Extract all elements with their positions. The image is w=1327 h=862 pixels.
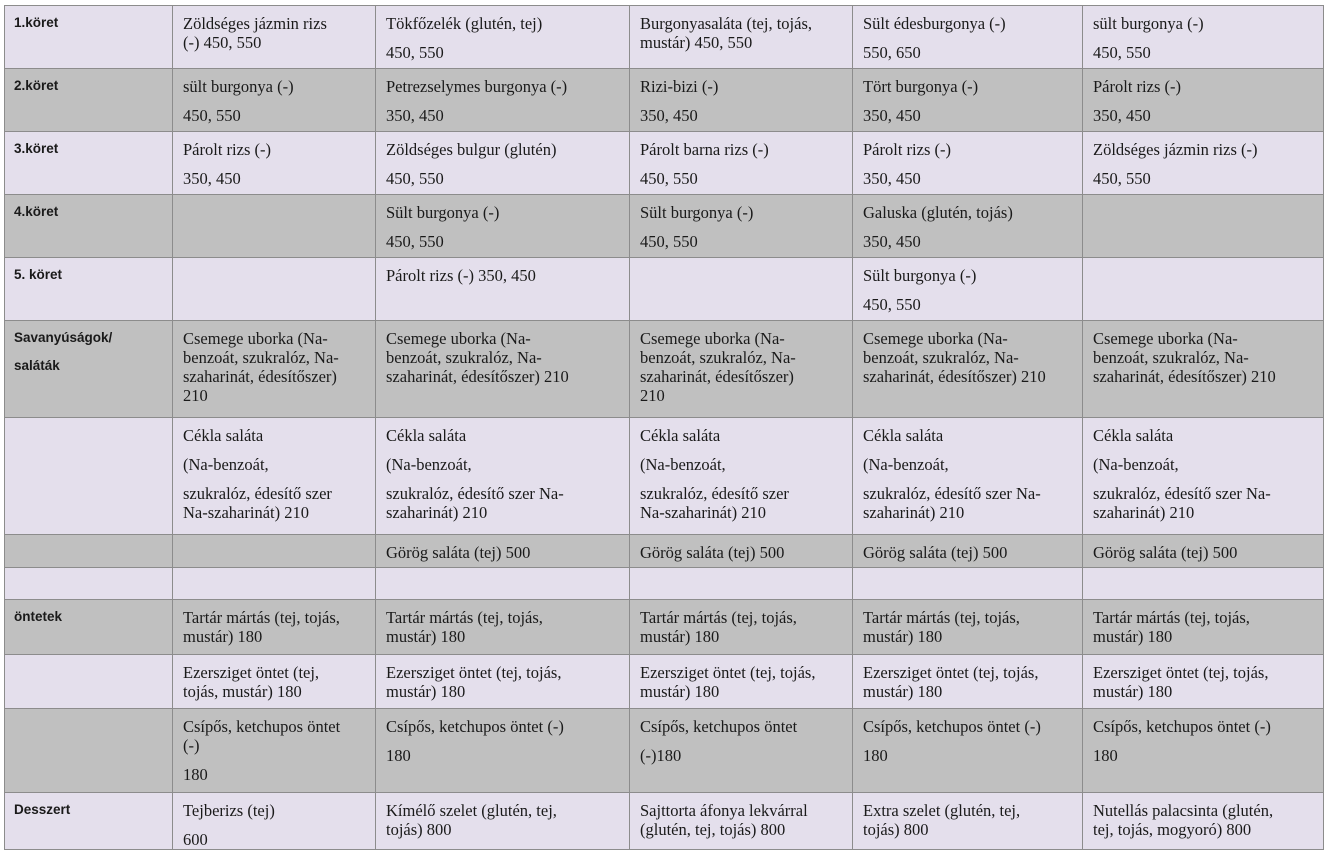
menu-cell-line: Tökfőzelék (glutén, tej) [386,14,543,33]
menu-row [5,258,1324,321]
menu-cell [173,132,376,195]
row-label-line: 1.köret [14,15,59,30]
menu-cell [173,793,376,850]
menu-cell [630,709,853,793]
menu-cell-line: Petrezselymes burgonya (-) [386,77,568,96]
menu-cell-line: 350, 450 [863,232,921,251]
menu-cell-line: sült burgonya (-) [183,77,294,96]
menu-row [5,709,1324,793]
menu-cell-line: Csípős, ketchupos öntet (-) [1093,717,1271,736]
menu-cell-line: benzoát, szukralóz, Na- [640,348,796,367]
menu-cell-line: Tejberizs (tej) [183,801,275,820]
menu-cell [630,132,853,195]
menu-cell [1083,535,1324,568]
menu-cell-line: szaharinát, édesítőszer) 210 [1093,367,1276,386]
menu-cell [376,793,630,850]
menu-cell-line: szaharinát) 210 [386,503,488,522]
menu-cell-line: mustár) 180 [640,682,720,701]
menu-cell [853,6,1083,69]
menu-cell-line: mustár) 180 [1093,627,1173,646]
menu-cell-line: (Na-benzoát, [386,455,472,474]
menu-cell-line: tojás) 800 [386,820,452,839]
menu-cell-line: Párolt rizs (-) 350, 450 [386,266,536,285]
menu-cell-line: tojás, mustár) 180 [183,682,302,701]
menu-cell [1083,69,1324,132]
menu-cell-line: Görög saláta (tej) 500 [640,543,785,562]
menu-cell [853,195,1083,258]
menu-cell-line: Rizi-bizi (-) [640,77,719,96]
menu-cell-line: Extra szelet (glutén, tej, [863,801,1021,820]
menu-cell [376,258,630,321]
menu-cell-line: Görög saláta (tej) 500 [386,543,531,562]
menu-cell [1083,6,1324,69]
menu-cell-line: benzoát, szukralóz, Na- [183,348,339,367]
menu-cell-line: Ezersziget öntet (tej, tojás, [863,663,1039,682]
menu-cell-line: Ezersziget öntet (tej, [183,663,320,682]
row-label [5,195,173,258]
menu-cell [853,321,1083,418]
menu-cell-line: Csemege uborka (Na- [1093,329,1238,348]
menu-cell-line: 450, 550 [1093,169,1151,188]
menu-cell [376,321,630,418]
menu-cell-line: Sült burgonya (-) [863,266,977,285]
menu-cell-line: 350, 450 [863,169,921,188]
menu-cell [630,69,853,132]
menu-cell [173,655,376,709]
menu-row [5,195,1324,258]
menu-cell [1083,709,1324,793]
menu-cell-line: Párolt barna rizs (-) [640,140,769,159]
menu-cell [853,793,1083,850]
menu-cell-line: (Na-benzoát, [183,455,269,474]
menu-cell [376,132,630,195]
menu-cell [1083,793,1324,850]
menu-cell [853,600,1083,655]
menu-cell [173,535,376,568]
menu-cell-line: Párolt rizs (-) [863,140,951,159]
menu-cell-line: Cékla saláta [1093,426,1174,445]
menu-cell-line: 450, 550 [863,295,921,314]
menu-cell [853,655,1083,709]
menu-table [4,5,1324,850]
menu-cell-line: Csemege uborka (Na- [640,329,785,348]
menu-cell-line: mustár) 180 [863,682,943,701]
menu-cell [376,195,630,258]
menu-cell-line: Görög saláta (tej) 500 [1093,543,1238,562]
menu-row [5,793,1324,850]
menu-cell-line: Ezersziget öntet (tej, tojás, [1093,663,1269,682]
menu-cell [1083,195,1324,258]
menu-cell [853,418,1083,535]
row-label-line: 4.köret [14,204,59,219]
menu-cell-line: szaharinát, édesítőszer) [640,367,794,386]
menu-cell-line: Csemege uborka (Na- [863,329,1008,348]
menu-cell-line: Sült burgonya (-) [386,203,500,222]
menu-cell-line: Tartár mártás (tej, tojás, [183,608,340,627]
menu-cell-line: Galuska (glutén, tojás) [863,203,1013,222]
menu-row [5,655,1324,709]
menu-cell-line: Tartár mártás (tej, tojás, [1093,608,1250,627]
menu-cell-line: 180 [183,765,208,784]
menu-cell-line: Görög saláta (tej) 500 [863,543,1008,562]
row-label [5,709,173,793]
menu-cell-line: Csípős, ketchupos öntet (-) [386,717,564,736]
menu-cell-line: szaharinát) 210 [1093,503,1195,522]
menu-cell-line: Csemege uborka (Na- [386,329,531,348]
menu-cell [1083,258,1324,321]
menu-cell [1083,321,1324,418]
row-label-line: Desszert [14,802,71,817]
row-label [5,600,173,655]
menu-table-body [5,6,1324,850]
menu-cell [173,195,376,258]
menu-cell [630,535,853,568]
menu-cell [630,195,853,258]
menu-cell-line: Ezersziget öntet (tej, tojás, [386,663,562,682]
menu-cell-line: 210 [183,386,208,405]
menu-cell-line: Sajttorta áfonya lekvárral [640,801,808,820]
menu-cell-line: 350, 450 [386,106,444,125]
row-label [5,321,173,418]
row-label-line: 5. köret [14,267,63,282]
menu-cell-line: mustár) 450, 550 [640,33,753,52]
menu-cell-line: 450, 550 [386,43,444,62]
menu-cell-line: 600 [183,830,208,849]
menu-cell-line: Kímélő szelet (glutén, tej, [386,801,557,820]
menu-cell-line: Nutellás palacsinta (glutén, [1093,801,1274,820]
row-label-line: Savanyúságok/ [14,330,113,345]
menu-cell [853,258,1083,321]
menu-cell [173,418,376,535]
menu-cell [376,69,630,132]
menu-cell-line: (Na-benzoát, [640,455,726,474]
menu-cell-line: mustár) 180 [1093,682,1173,701]
menu-row [5,132,1324,195]
menu-cell-line: szukralóz, édesítő szer [640,484,789,503]
menu-cell-line: mustár) 180 [386,682,466,701]
row-label [5,418,173,535]
menu-cell-line: 450, 550 [386,232,444,251]
row-label [5,69,173,132]
menu-cell-line: Cékla saláta [863,426,944,445]
menu-cell [630,793,853,850]
menu-cell [376,418,630,535]
menu-cell-line: szukralóz, édesítő szer Na- [386,484,564,503]
menu-cell-line: Tartár mártás (tej, tojás, [640,608,797,627]
menu-row [5,69,1324,132]
menu-cell-line: 350, 450 [183,169,241,188]
menu-cell-line: szukralóz, édesítő szer Na- [1093,484,1271,503]
menu-cell-line: szaharinát, édesítőszer) [183,367,337,386]
menu-cell-line: tojás) 800 [863,820,929,839]
menu-cell [173,709,376,793]
menu-cell [853,709,1083,793]
menu-row [5,6,1324,69]
menu-cell-line: Zöldséges jázmin rizs (-) [1093,140,1258,159]
menu-cell-line: 350, 450 [863,106,921,125]
menu-cell [630,258,853,321]
menu-row [5,418,1324,535]
menu-cell [853,535,1083,568]
menu-cell [1083,600,1324,655]
menu-cell [376,600,630,655]
menu-cell [376,709,630,793]
menu-cell-line: Cékla saláta [183,426,264,445]
menu-cell [173,321,376,418]
row-label-line: 3.köret [14,141,59,156]
menu-cell [630,568,853,600]
menu-cell-line: 210 [640,386,665,405]
menu-cell-line: szukralóz, édesítő szer [183,484,332,503]
menu-cell-line: Tört burgonya (-) [863,77,979,96]
menu-cell-line: benzoát, szukralóz, Na- [863,348,1019,367]
menu-cell-line: Csemege uborka (Na- [183,329,328,348]
menu-cell [1083,655,1324,709]
menu-cell [1083,568,1324,600]
menu-cell [853,568,1083,600]
menu-cell-line: mustár) 180 [640,627,720,646]
menu-cell-line: Tartár mártás (tej, tojás, [863,608,1020,627]
menu-cell [853,69,1083,132]
menu-cell-line: szaharinát, édesítőszer) 210 [386,367,569,386]
menu-cell-line: Csípős, ketchupos öntet [640,717,798,736]
menu-cell-line: Sült burgonya (-) [640,203,754,222]
menu-cell-line: 180 [863,746,888,765]
menu-cell-line: Cékla saláta [386,426,467,445]
menu-cell [173,6,376,69]
menu-cell [173,600,376,655]
menu-cell [630,600,853,655]
menu-row [5,321,1324,418]
row-label [5,258,173,321]
menu-cell [630,655,853,709]
menu-cell-line: 450, 550 [1093,43,1151,62]
row-label [5,655,173,709]
menu-cell-line: mustár) 180 [386,627,466,646]
menu-cell [376,568,630,600]
menu-cell [173,568,376,600]
menu-cell-line: sült burgonya (-) [1093,14,1204,33]
menu-row [5,568,1324,600]
menu-cell [853,132,1083,195]
menu-row [5,535,1324,568]
menu-cell-line: Zöldséges bulgur (glutén) [386,140,557,159]
menu-row [5,600,1324,655]
row-label [5,6,173,69]
menu-cell [376,6,630,69]
menu-cell-line: Ezersziget öntet (tej, tojás, [640,663,816,682]
menu-cell-line: 180 [1093,746,1118,765]
menu-cell-line: Tartár mártás (tej, tojás, [386,608,543,627]
menu-cell-line: Burgonyasaláta (tej, tojás, [640,14,812,33]
menu-cell [630,6,853,69]
menu-cell-line: mustár) 180 [183,627,263,646]
menu-cell-line: Na-szaharinát) 210 [183,503,309,522]
menu-cell-line: 450, 550 [386,169,444,188]
menu-cell [1083,418,1324,535]
menu-cell-line: 450, 550 [640,232,698,251]
menu-cell-line: 350, 450 [1093,106,1151,125]
menu-cell-line: Párolt rizs (-) [1093,77,1181,96]
row-label-line: 2.köret [14,78,59,93]
menu-cell-line: Csípős, ketchupos öntet (-) [863,717,1041,736]
menu-cell-line: (Na-benzoát, [1093,455,1179,474]
menu-cell-line: (-)180 [640,746,682,765]
row-label-line: saláták [14,358,60,373]
menu-cell-line: tej, tojás, mogyoró) 800 [1093,820,1252,839]
row-label-line: öntetek [14,609,63,624]
menu-cell-line: (-) 450, 550 [183,33,262,52]
menu-cell [630,321,853,418]
menu-cell [376,535,630,568]
menu-cell-line: szaharinát, édesítőszer) 210 [863,367,1046,386]
menu-cell-line: (-) [183,736,200,755]
menu-cell-line: mustár) 180 [863,627,943,646]
menu-cell-line: 450, 550 [183,106,241,125]
menu-cell [173,258,376,321]
menu-cell-line: Sült édesburgonya (-) [863,14,1006,33]
menu-cell-line: benzoát, szukralóz, Na- [386,348,542,367]
menu-cell [630,418,853,535]
row-label [5,535,173,568]
menu-cell-line: Zöldséges jázmin rizs [183,14,327,33]
row-label [5,793,173,850]
menu-cell-line: szukralóz, édesítő szer Na- [863,484,1041,503]
menu-cell-line: Cékla saláta [640,426,721,445]
menu-cell-line: (Na-benzoát, [863,455,949,474]
menu-cell-line: benzoát, szukralóz, Na- [1093,348,1249,367]
menu-cell-line: Na-szaharinát) 210 [640,503,766,522]
menu-cell-line: 180 [386,746,411,765]
row-label [5,132,173,195]
row-label [5,568,173,600]
menu-cell-line: Párolt rizs (-) [183,140,271,159]
menu-cell-line: szaharinát) 210 [863,503,965,522]
menu-cell [376,655,630,709]
menu-cell [173,69,376,132]
menu-cell-line: 350, 450 [640,106,698,125]
menu-cell-line: Csípős, ketchupos öntet [183,717,341,736]
menu-cell-line: (glutén, tej, tojás) 800 [640,820,786,839]
menu-cell [1083,132,1324,195]
menu-cell-line: 550, 650 [863,43,921,62]
menu-cell-line: 450, 550 [640,169,698,188]
